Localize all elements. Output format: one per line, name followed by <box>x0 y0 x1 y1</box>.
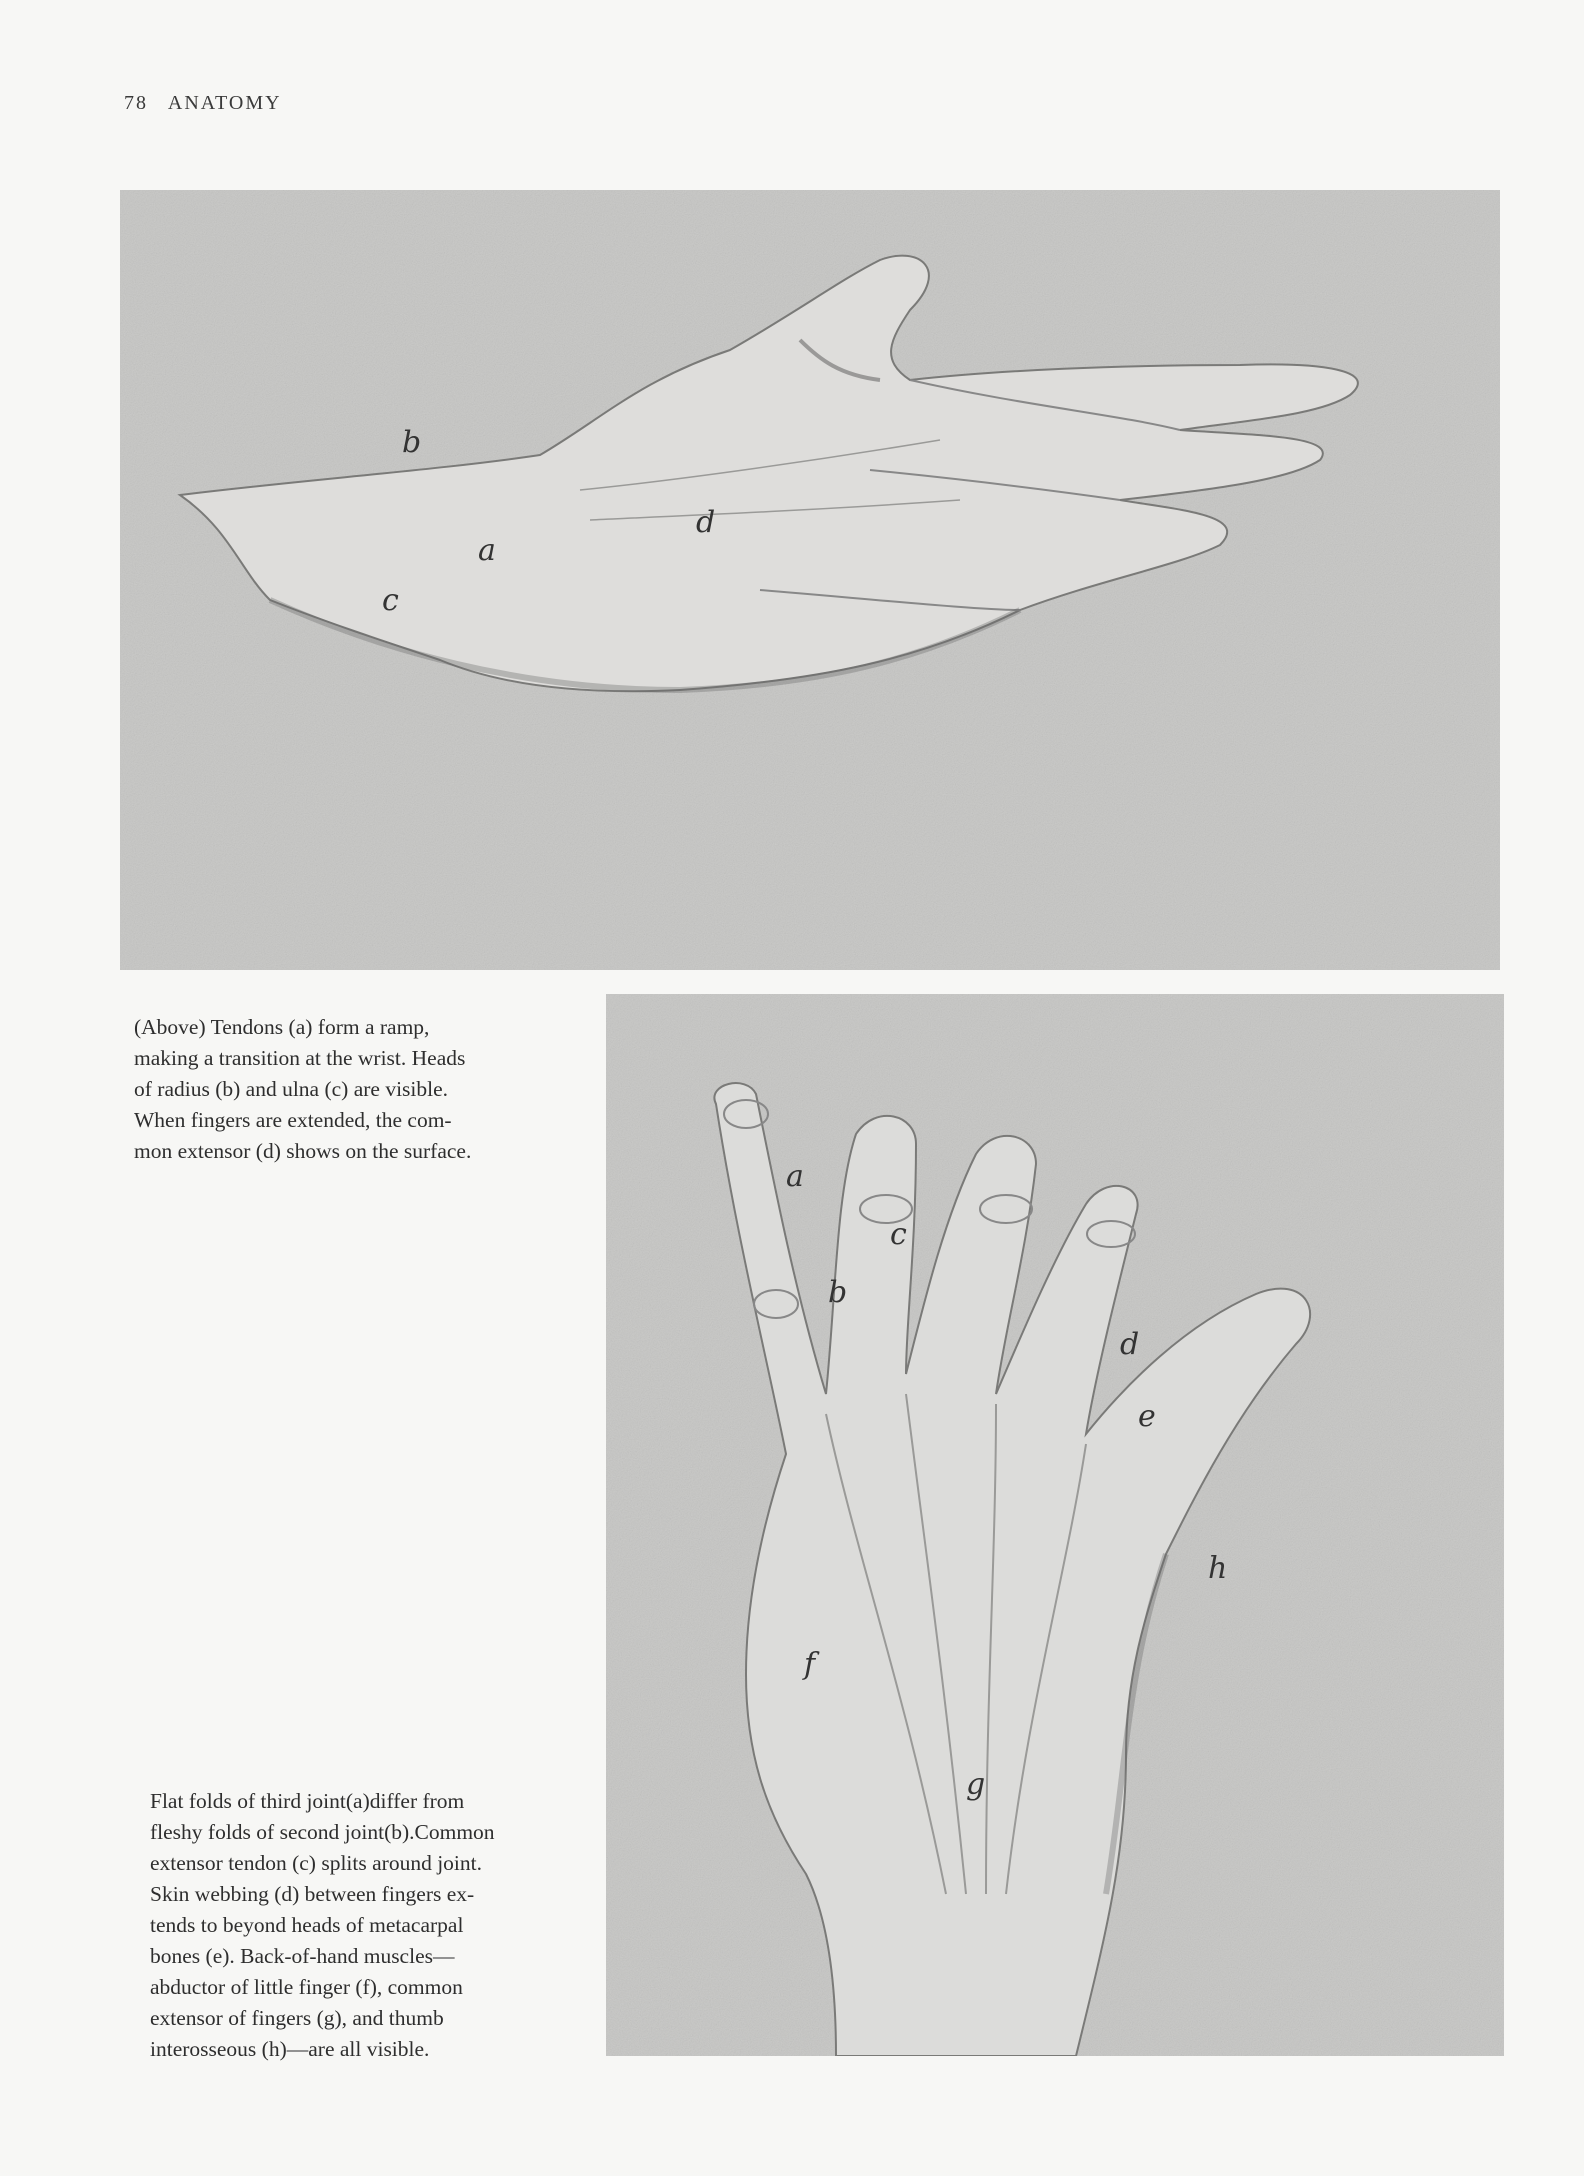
caption-bottom-line: tends to beyond heads of metacarpal <box>150 1913 464 1937</box>
caption-bottom-line: bones (e). Back-of-hand muscles— <box>150 1944 455 1968</box>
caption-bottom-line: Skin webbing (d) between fingers ex- <box>150 1882 475 1906</box>
label-bottom-g: g <box>966 1767 986 1802</box>
section-title: ANATOMY <box>167 92 282 114</box>
label-bottom-e: e <box>1138 1399 1156 1434</box>
label-bottom-h: h <box>1208 1551 1228 1586</box>
caption-bottom-line: Flat folds of third joint(a)differ from <box>150 1789 465 1813</box>
hand-back-drawing <box>606 994 1504 2056</box>
running-head <box>124 92 282 115</box>
label-bottom-d: d <box>1120 1327 1140 1362</box>
figure-hand-side-view <box>120 190 1500 970</box>
caption-bottom-line: extensor tendon (c) splits around joint. <box>150 1851 482 1875</box>
caption-top-line: making a transition at the wrist. Heads <box>134 1046 466 1070</box>
caption-bottom-line: abductor of little finger (f), common <box>150 1975 463 1999</box>
page-number: 78 <box>124 92 148 114</box>
label-bottom-b: b <box>828 1275 848 1310</box>
label-bottom-f: f <box>804 1647 816 1682</box>
label-top-b: b <box>402 425 422 460</box>
label-bottom-c: c <box>890 1217 907 1252</box>
label-top-c: c <box>382 583 399 618</box>
caption-bottom <box>150 1786 590 2065</box>
caption-top-line: of radius (b) and ulna (c) are visible. <box>134 1077 449 1101</box>
caption-bottom-line: interosseous (h)—are all visible. <box>150 2037 430 2061</box>
caption-top-line: (Above) Tendons (a) form a ramp, <box>134 1015 430 1039</box>
label-top-d: d <box>696 505 716 540</box>
caption-top-line: mon extensor (d) shows on the surface. <box>134 1139 472 1163</box>
caption-top-line: When fingers are extended, the com- <box>134 1108 452 1132</box>
hand-side-drawing <box>120 190 1500 970</box>
caption-bottom-line: extensor of fingers (g), and thumb <box>150 2006 444 2030</box>
caption-bottom-line: fleshy folds of second joint(b).Common <box>150 1820 495 1844</box>
figure-hand-back-view <box>606 994 1504 2056</box>
caption-top <box>134 1012 574 1167</box>
label-bottom-a: a <box>786 1159 804 1194</box>
label-top-a: a <box>478 533 496 568</box>
